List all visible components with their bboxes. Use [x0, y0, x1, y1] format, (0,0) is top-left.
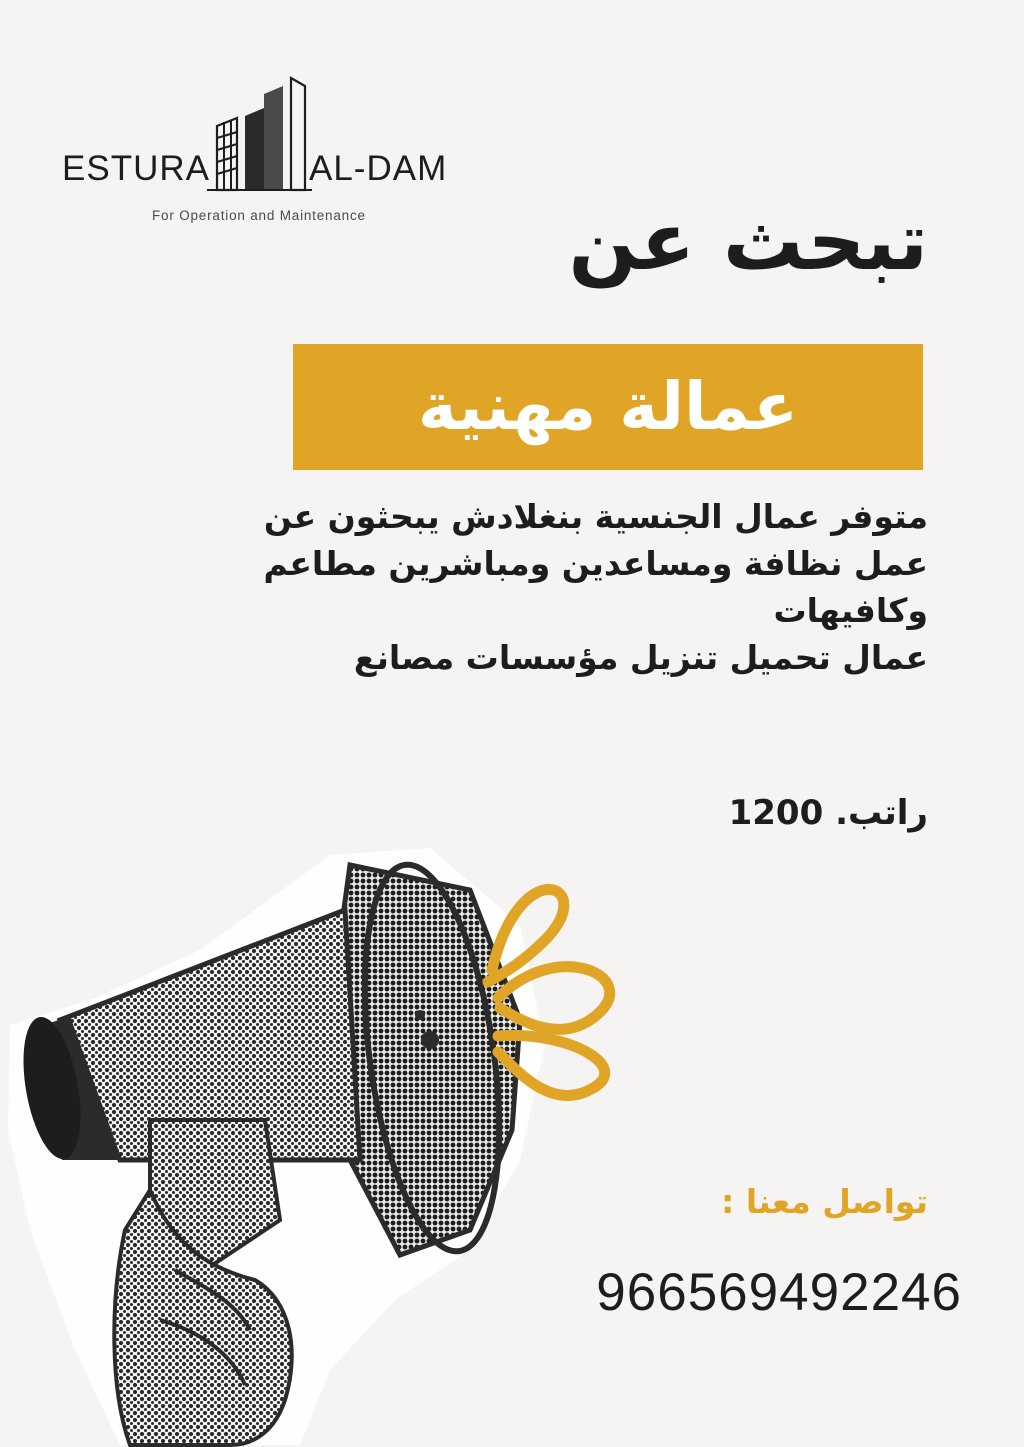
megaphone-icon [0, 830, 660, 1447]
body-line-3: وكافيهات [773, 590, 928, 630]
brand-tagline: For Operation and Maintenance [152, 208, 366, 223]
salary-text: راتب. 1200 [728, 793, 928, 833]
logo-row [52, 48, 482, 198]
buildings-skyline-icon [207, 64, 312, 194]
brand-name-left: ESTURA [62, 149, 210, 188]
highlight-text: عمالة مهنية [417, 368, 799, 445]
brand-name-right: AL-DAM [309, 149, 448, 188]
sound-waves-icon [488, 889, 610, 1095]
contact-label: تواصل معنا : [721, 1182, 928, 1221]
brand-logo [52, 48, 482, 223]
body-line-4: عمال تحميل تنزيل مؤسسات مصانع [353, 637, 928, 677]
body-paragraph [88, 494, 928, 681]
contact-phone-number[interactable]: 966569492246 [596, 1263, 962, 1322]
page-title: تبحث عن [568, 195, 928, 288]
body-line-1: متوفر عمال الجنسية بنغلادش يبحثون عن [263, 497, 928, 536]
body-line-2: عمل نظافة ومساعدين ومباشرين مطاعم [263, 543, 928, 583]
highlight-banner [293, 344, 923, 470]
